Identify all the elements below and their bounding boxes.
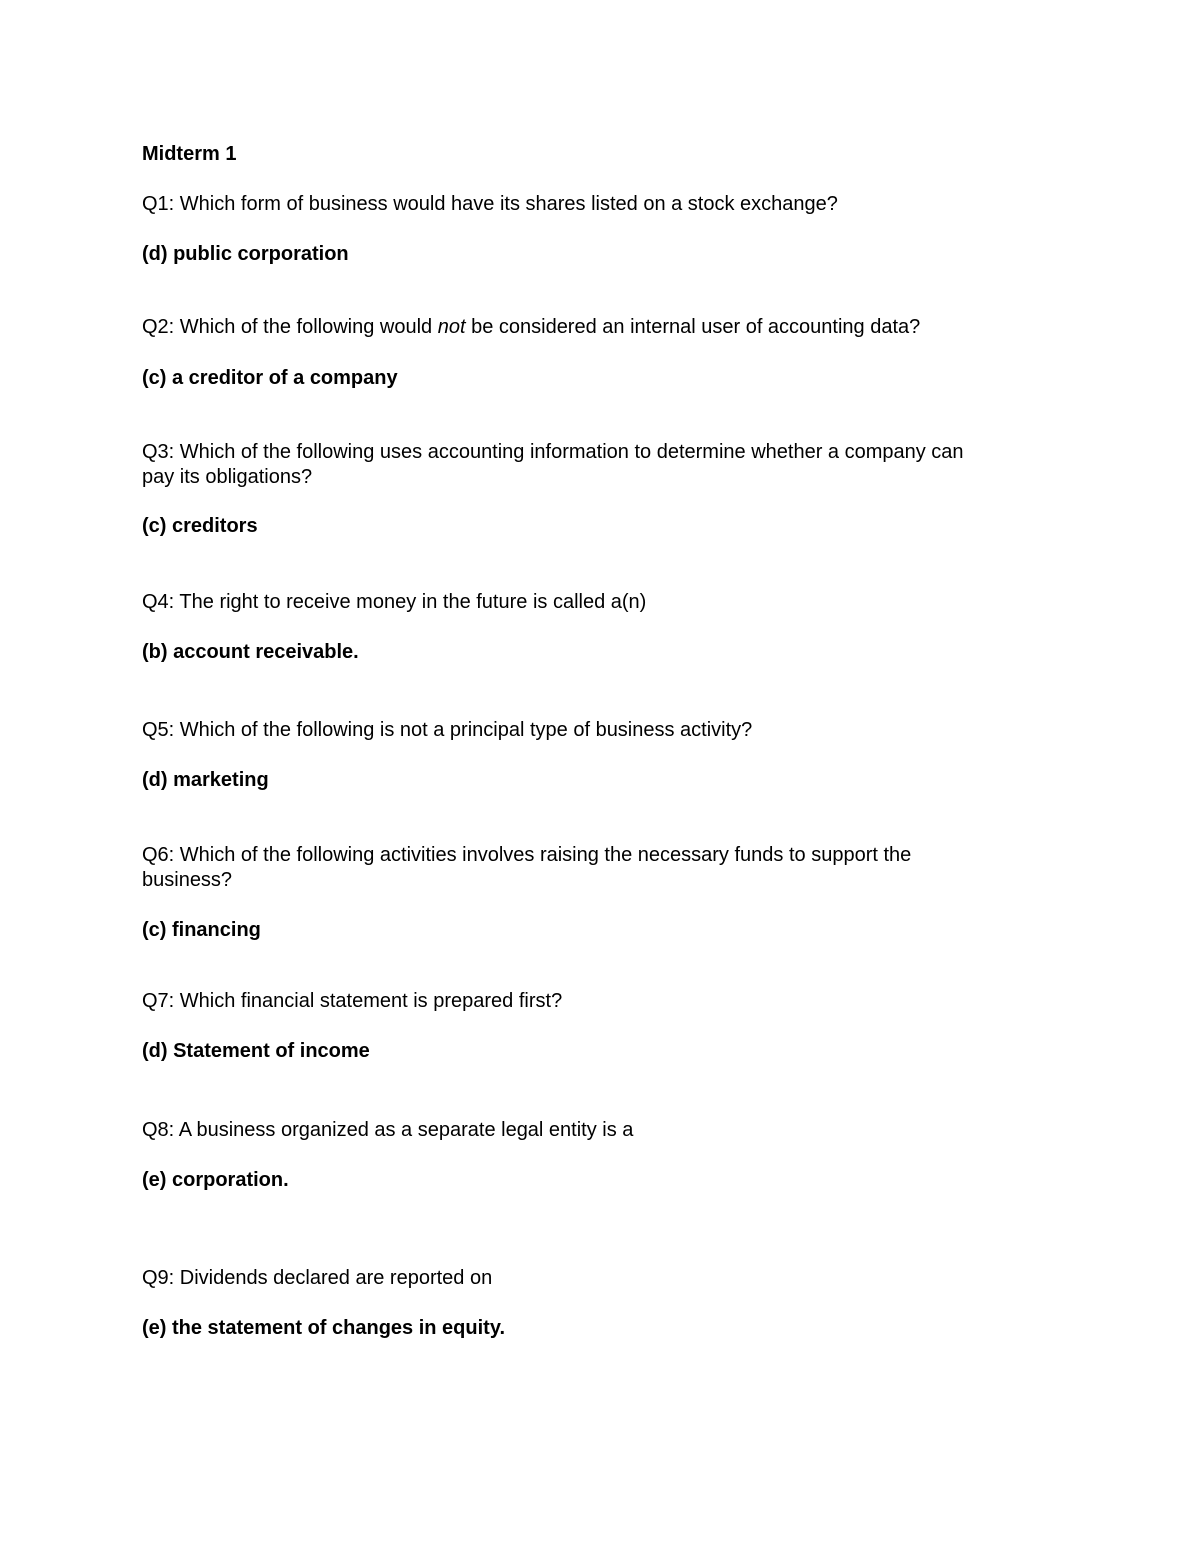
- answer-3: (c) creditors: [142, 515, 258, 537]
- answer-8: (e) corporation.: [142, 1169, 289, 1191]
- question-2-text-start: Q2: Which of the following would: [142, 316, 438, 338]
- question-3-line-2: pay its obligations?: [142, 466, 313, 488]
- question-2-emphasis: not: [437, 316, 466, 338]
- question-8: Q8: A business organized as a separate legal entity is a: [142, 1119, 634, 1141]
- question-6-line-1: Q6: Which of the following activities involves raising the necessary funds to support the: [142, 844, 912, 866]
- answer-4: (b) account receivable.: [142, 641, 359, 663]
- answer-7: (d) Statement of income: [142, 1040, 370, 1062]
- question-4: Q4: The right to receive money in the future is called a(n): [142, 591, 647, 613]
- answer-5: (d) marketing: [142, 769, 269, 791]
- answer-2: (c) a creditor of a company: [142, 367, 398, 389]
- document-title: Midterm 1: [142, 143, 237, 165]
- question-6-line-2: business?: [142, 869, 233, 891]
- question-9: Q9: Dividends declared are reported on: [142, 1267, 493, 1289]
- answer-1: (d) public corporation: [142, 243, 349, 265]
- question-5: Q5: Which of the following is not a principal type of business activity?: [142, 719, 753, 741]
- question-1: Q1: Which form of business would have its shares listed on a stock exchange?: [142, 193, 838, 215]
- answer-6: (c) financing: [142, 919, 261, 941]
- question-2: [142, 315, 1042, 340]
- question-2-text-end: be considered an internal user of accounting data?: [465, 316, 921, 338]
- answer-9: (e) the statement of changes in equity.: [142, 1317, 506, 1339]
- question-3-line-1: Q3: Which of the following uses accounting information to determine whether a company can: [142, 441, 964, 463]
- question-7: Q7: Which financial statement is prepared first?: [142, 990, 563, 1012]
